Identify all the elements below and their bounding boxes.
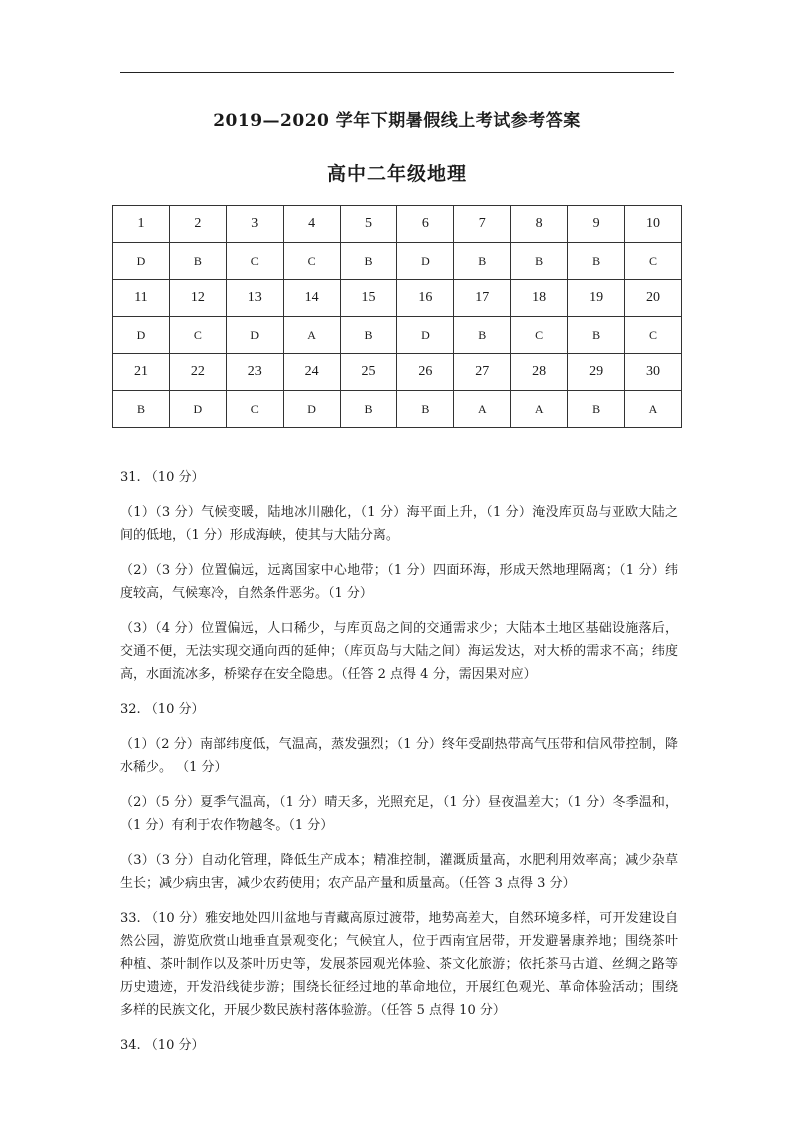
question-number-cell: 19 — [568, 280, 625, 317]
answer-key-cell: D — [226, 317, 283, 354]
question-number-cell: 22 — [169, 354, 226, 391]
answer-key-cell: B — [568, 391, 625, 428]
answer-key-cell: D — [113, 317, 170, 354]
question-number-cell: 1 — [113, 206, 170, 243]
question-number-cell: 6 — [397, 206, 454, 243]
q32-part1: （1）（2 分）南部纬度低，气温高，蒸发强烈；（1 分）终年受副热带高气压带和信风带控制，降水稀少。 （1 分） — [120, 737, 678, 775]
question-number-cell: 28 — [511, 354, 568, 391]
question-number-cell: 25 — [340, 354, 397, 391]
question-number-cell: 8 — [511, 206, 568, 243]
page-title: 2019—2020 学年下期暑假线上考试参考答案 — [213, 111, 581, 131]
question-number-cell: 20 — [625, 280, 682, 317]
question-number-row — [113, 206, 682, 243]
answer-key-cell: D — [397, 317, 454, 354]
question-number-cell: 21 — [113, 354, 170, 391]
question-number-cell: 18 — [511, 280, 568, 317]
answer-key-cell: A — [511, 391, 568, 428]
question-number-cell: 13 — [226, 280, 283, 317]
answer-content — [120, 466, 678, 1069]
top-rule — [120, 72, 674, 73]
question-number-cell: 2 — [169, 206, 226, 243]
question-number-cell: 11 — [113, 280, 170, 317]
q31-heading: 31. （10 分） — [120, 470, 205, 485]
answer-key-cell: D — [113, 243, 170, 280]
answer-key-cell: A — [283, 317, 340, 354]
question-number-cell: 29 — [568, 354, 625, 391]
answer-key-cell: B — [568, 317, 625, 354]
answer-key-row — [113, 391, 682, 428]
answer-key-row — [113, 317, 682, 354]
answer-key-cell: C — [169, 317, 226, 354]
question-number-cell: 16 — [397, 280, 454, 317]
q34-heading: 34. （10 分） — [120, 1038, 205, 1053]
q32-heading: 32. （10 分） — [120, 702, 205, 717]
answer-key-cell: A — [625, 391, 682, 428]
answer-key-cell: D — [397, 243, 454, 280]
answer-key-row — [113, 243, 682, 280]
question-number-cell: 24 — [283, 354, 340, 391]
question-number-cell: 26 — [397, 354, 454, 391]
question-number-cell: 10 — [625, 206, 682, 243]
question-number-cell: 12 — [169, 280, 226, 317]
answer-key-cell: B — [340, 391, 397, 428]
answer-key-cell: A — [454, 391, 511, 428]
question-number-cell: 17 — [454, 280, 511, 317]
answer-key-cell: D — [169, 391, 226, 428]
q31-part3: （3）（4 分）位置偏远，人口稀少，与库页岛之间的交通需求少；大陆本土地区基础设施落后，交通不便，无法实现交通向西的延伸；（库页岛与大陆之间）海运发达，对大桥的需求不高；纬度高，水面流冰多，桥梁存在安全隐患。（任答 2 点得 4 分，需因果对应） — [120, 621, 678, 682]
question-number-cell: 27 — [454, 354, 511, 391]
answer-key-cell: C — [283, 243, 340, 280]
answer-key-cell: B — [511, 243, 568, 280]
question-number-cell: 15 — [340, 280, 397, 317]
answer-key-cell: B — [454, 317, 511, 354]
question-number-cell: 30 — [625, 354, 682, 391]
answer-key-cell: B — [454, 243, 511, 280]
answer-key-cell: C — [226, 391, 283, 428]
q31-part2: （2）（3 分）位置偏远，远离国家中心地带；（1 分）四面环海，形成天然地理隔离；（1 分）纬度较高，气候寒冷，自然条件恶劣。（1 分） — [120, 563, 678, 601]
question-number-cell: 14 — [283, 280, 340, 317]
q32-part2: （2）（5 分）夏季气温高，（1 分）晴天多，光照充足，（1 分）昼夜温差大；（1 分）冬季温和，（1 分）有利于农作物越冬。（1 分） — [120, 795, 678, 833]
answer-key-cell: C — [226, 243, 283, 280]
q33-answer: 33. （10 分）雅安地处四川盆地与青藏高原过渡带，地势高差大，自然环境多样，可开发建设自然公园，游览欣赏山地垂直景观变化；气候宜人，位于西南宜居带，开发避暑康养地；围绕茶叶种植、茶叶制作以及茶叶历史等，发展茶园观光体验、茶文化旅游；依托茶马古道、丝绸之路等历史遗迹，开发沿线徒步游；围绕长征经过地的革命地位，开展红色观光、革命体验活动；围绕多样的民族文化，开展少数民族村落体验游。（任答 5 点得 10 分） — [120, 911, 678, 1018]
answer-key-cell: C — [511, 317, 568, 354]
question-number-row — [113, 280, 682, 317]
answer-key-cell: B — [340, 317, 397, 354]
question-number-cell: 3 — [226, 206, 283, 243]
question-number-cell: 9 — [568, 206, 625, 243]
question-number-cell: 4 — [283, 206, 340, 243]
answer-table — [112, 205, 682, 428]
answer-key-cell: B — [397, 391, 454, 428]
answer-key-cell: C — [625, 317, 682, 354]
question-number-cell: 5 — [340, 206, 397, 243]
question-number-cell: 23 — [226, 354, 283, 391]
question-number-row — [113, 354, 682, 391]
answer-key-cell: C — [625, 243, 682, 280]
answer-key-cell: D — [283, 391, 340, 428]
answer-key-cell: B — [568, 243, 625, 280]
page-subtitle: 高中二年级地理 — [326, 163, 467, 185]
q32-part3: （3）（3 分）自动化管理，降低生产成本；精准控制，灌溉质量高，水肥利用效率高；减少杂草生长；减少病虫害，减少农药使用；农产品产量和质量高。（任答 3 点得 3 分） — [120, 853, 678, 891]
q31-part1: （1）（3 分）气候变暖，陆地冰川融化，（1 分）海平面上升，（1 分）淹没库页岛与亚欧大陆之间的低地，（1 分）形成海峡，使其与大陆分离。 — [120, 505, 678, 543]
answer-key-cell: B — [340, 243, 397, 280]
answer-key-cell: B — [113, 391, 170, 428]
question-number-cell: 7 — [454, 206, 511, 243]
answer-key-cell: B — [169, 243, 226, 280]
